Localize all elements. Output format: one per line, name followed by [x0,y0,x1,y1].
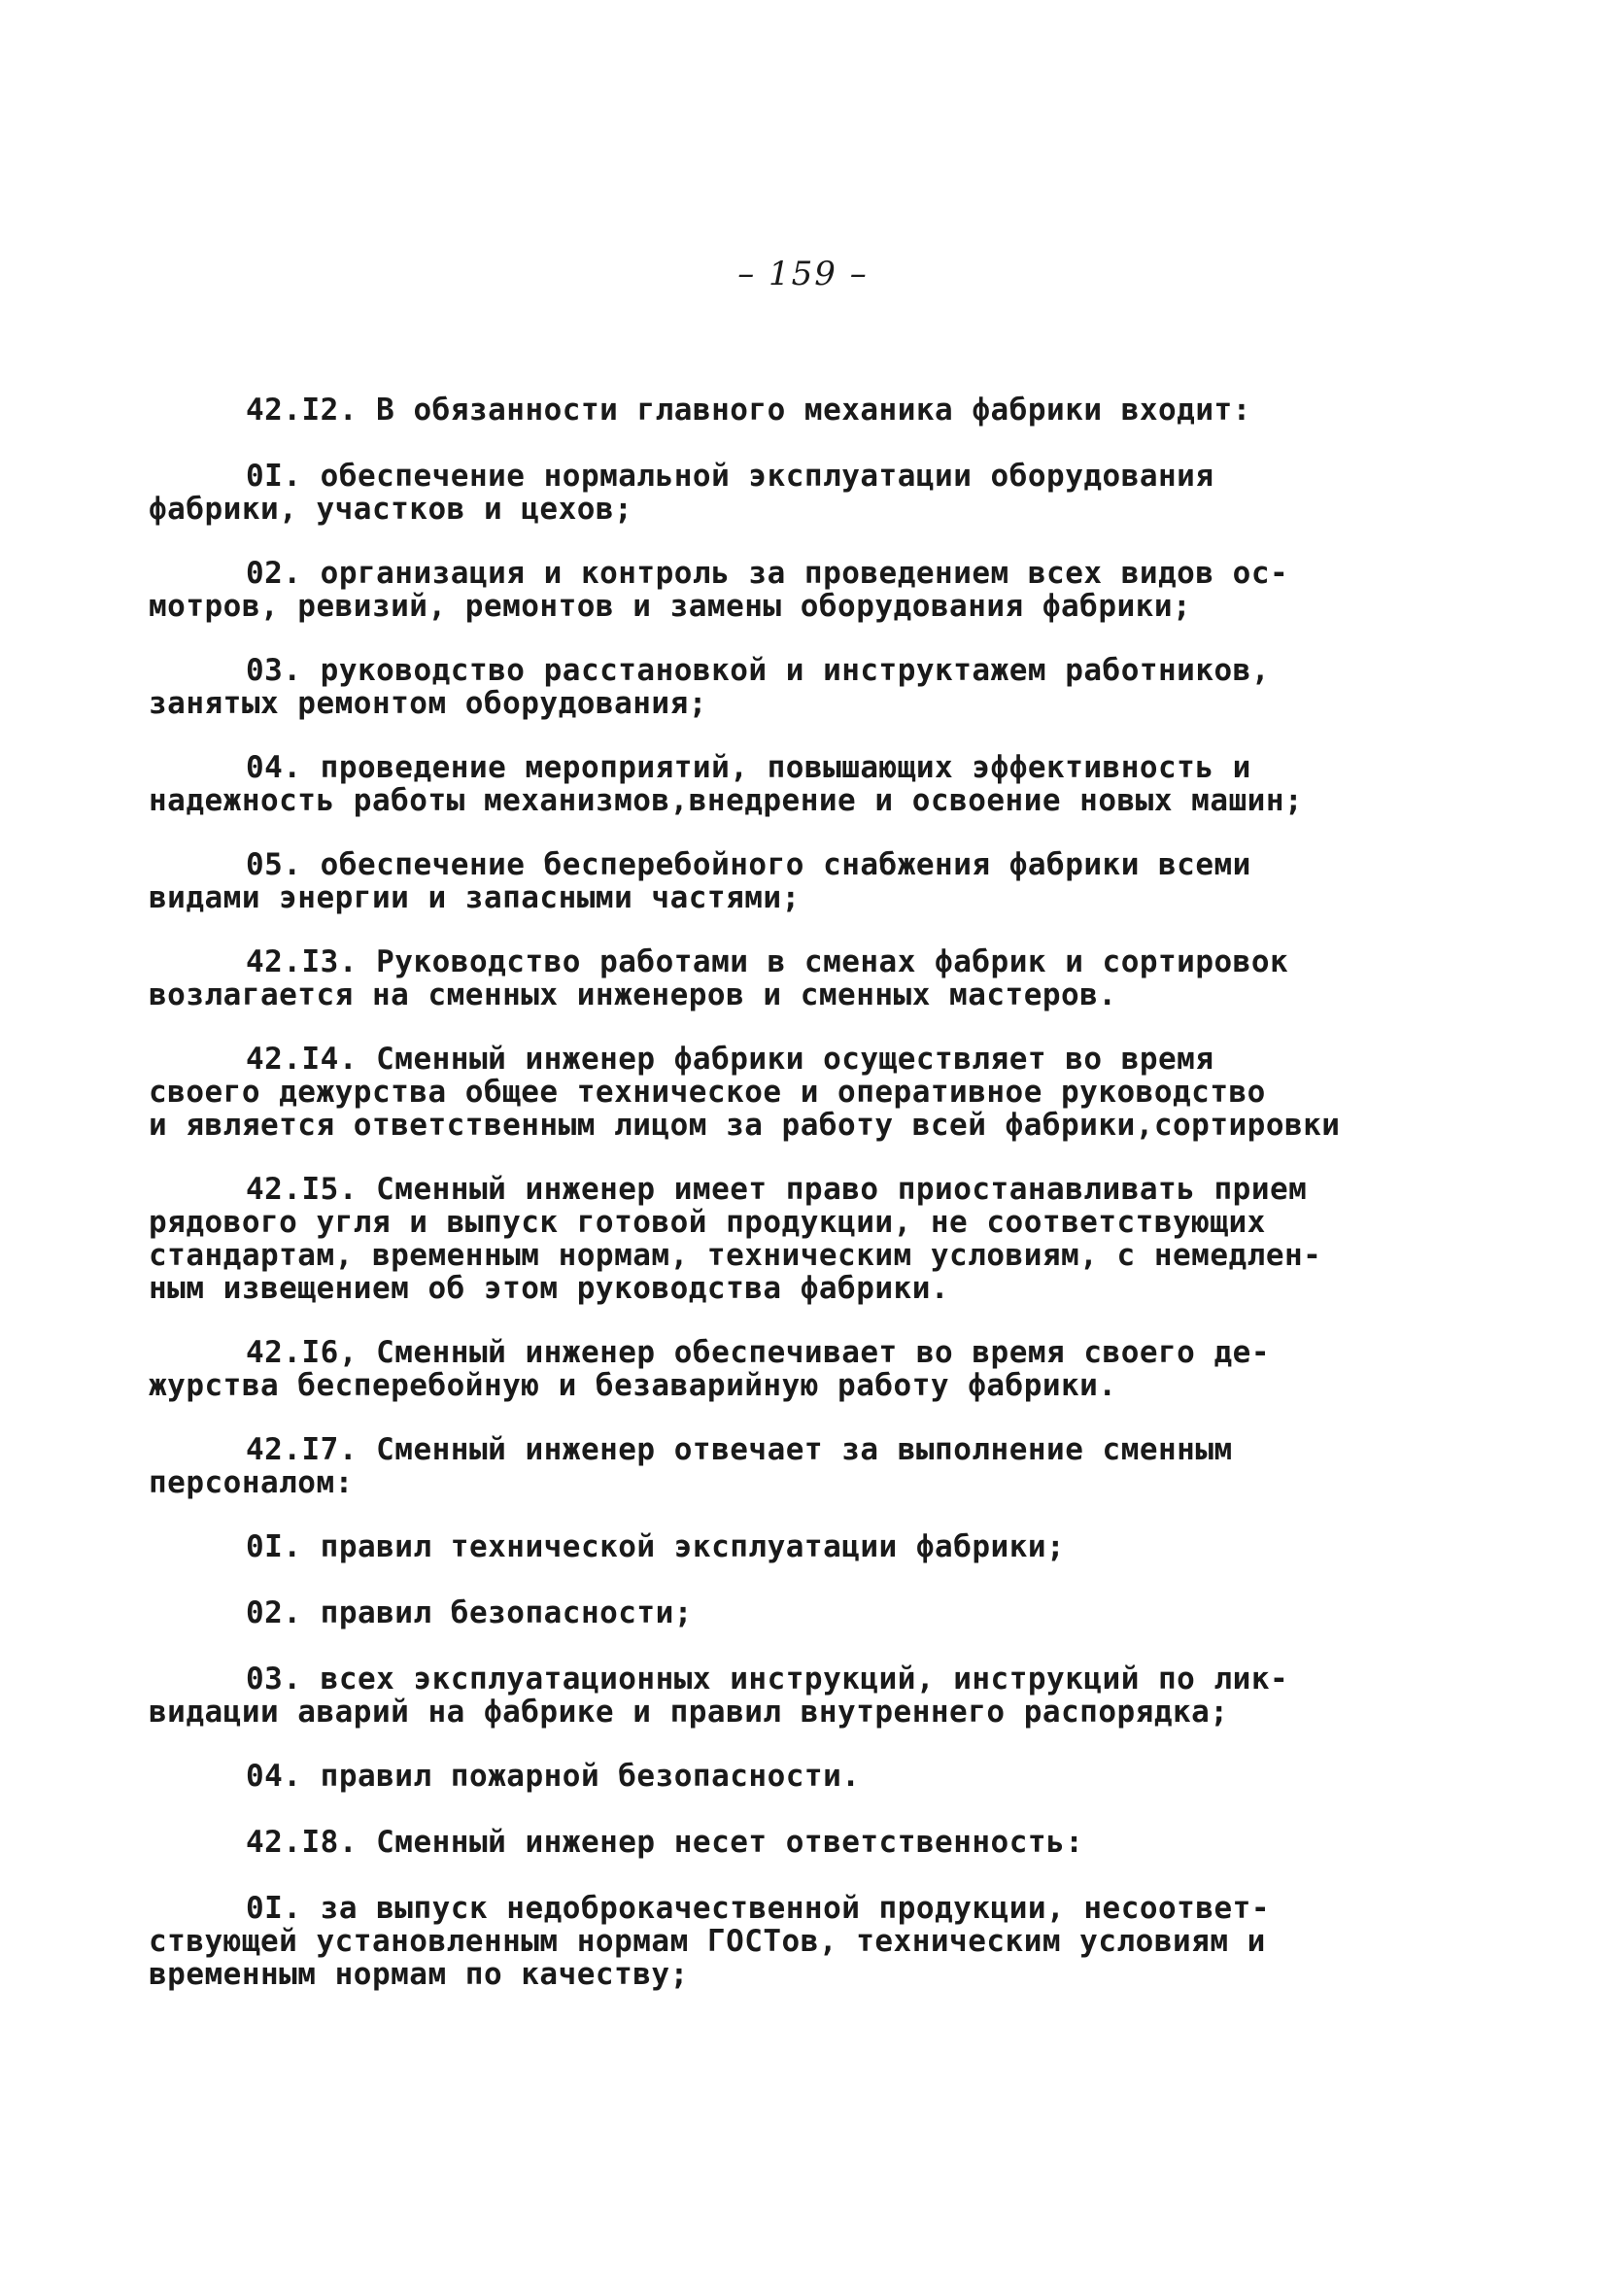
paragraph-42-13: 42.I3. Руководство работами в сменах фабрик и сортировок возлагается на сменных инженеров и сменных мастеров. [149,944,1289,1012]
paragraph-42-18-01: 0I. за выпуск недоброкачественной продукции, несоответ- ствующей установленным нормам ГОСТов, техническим условиям и временным нормам по качеству; [149,1891,1270,1992]
paragraph-42-14: 42.I4. Сменный инженер фабрики осуществляет во время своего дежурства общее техническое и оперативное руководство и является ответственным лицом за работу всей фабрики,сортировки [149,1042,1341,1143]
paragraph-42-17: 42.I7. Сменный инженер отвечает за выполнение сменным персоналом: [149,1432,1233,1500]
document-body [149,394,1470,2022]
paragraph-42-12-01: 0I. обеспечение нормальной эксплуатации оборудования фабрики, участков и цехов; [149,459,1214,527]
paragraph-42-12: 42.I2. В обязанности главного механика фабрики входит: [246,393,1251,428]
paragraph-42-12-04: 04. проведение мероприятий, повышающих эффективность и надежность работы механизмов,внедрение и освоение новых машин; [149,750,1304,818]
paragraph-42-15: 42.I5. Сменный инженер имеет право приостанавливать прием рядового угля и выпуск готовой продукции, не соответствующих стандартам, временным нормам, техническим условиям, с немедлен- ным извещением об этом руководства фабрики. [149,1172,1322,1306]
paragraph-42-12-05: 05. обеспечение бесперебойного снабжения фабрики всеми видами энергии и запасными частями; [149,847,1251,915]
paragraph-42-16: 42.I6, Сменный инженер обеспечивает во время своего де- журства бесперебойную и безаварийную работу фабрики. [149,1335,1270,1403]
paragraph-42-12-03: 03. руководство расстановкой и инструктажем работников, занятых ремонтом оборудования; [149,653,1270,721]
paragraph-42-17-03: 03. всех эксплуатационных инструкций, инструкций по лик- видации аварий на фабрике и правил внутреннего распорядка; [149,1662,1289,1730]
paragraph-42-17-04: 04. правил пожарной безопасности. [246,1759,861,1794]
paragraph-42-18: 42.I8. Сменный инженер несет ответственность: [246,1825,1084,1860]
paragraph-42-17-02: 02. правил безопасности; [246,1595,693,1630]
paragraph-42-12-02: 02. организация и контроль за проведением всех видов ос- мотров, ревизий, ремонтов и замены оборудования фабрики; [149,556,1289,624]
page-number: – 159 – [737,255,869,293]
paragraph-42-17-01: 0I. правил технической эксплуатации фабрики; [246,1529,1066,1564]
